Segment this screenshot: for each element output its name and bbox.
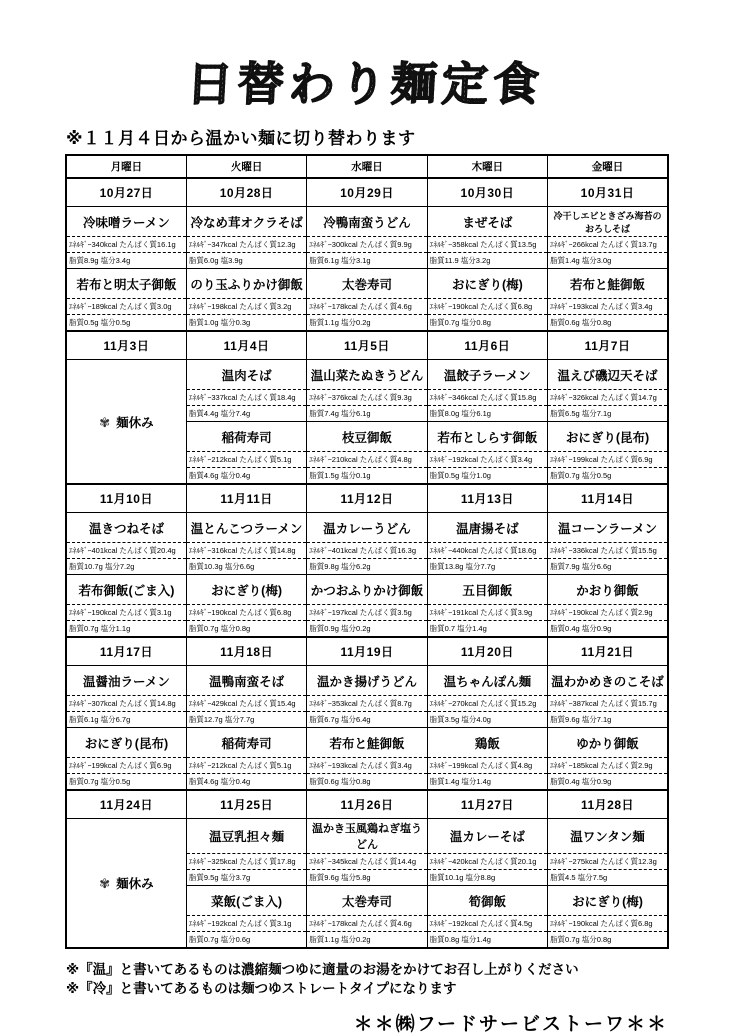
dish-name: 枝豆御飯 bbox=[307, 422, 427, 452]
dish-name: 冷味噌ラーメン bbox=[66, 207, 186, 237]
nutrition-line: ｴﾈﾙｷﾞｰ197kcal たんぱく質3.5g bbox=[307, 605, 427, 621]
nutrition-line: ｴﾈﾙｷﾞｰ429kcal たんぱく質15.4g bbox=[186, 696, 306, 712]
menu-table-body bbox=[66, 178, 668, 948]
dish-name: おにぎり(梅) bbox=[186, 575, 306, 605]
nutrition-line: ｴﾈﾙｷﾞｰ193kcal たんぱく質3.4g bbox=[307, 758, 427, 774]
nutrition-line: 脂質1.1g 塩分0.2g bbox=[307, 315, 427, 332]
dish-name: 温かき玉風鶏ねぎ塩うどん bbox=[307, 819, 427, 854]
day-header-monday: 月曜日 bbox=[66, 155, 186, 178]
nutrition-line: ｴﾈﾙｷﾞｰ300kcal たんぱく質9.9g bbox=[307, 237, 427, 253]
nutrition-line: 脂質4.6g 塩分0.4g bbox=[186, 774, 306, 791]
dish-row bbox=[66, 666, 668, 696]
date-cell: 11月14日 bbox=[548, 484, 668, 513]
menu-table bbox=[65, 154, 669, 949]
dish-row bbox=[66, 819, 668, 854]
nutrition-line: ｴﾈﾙｷﾞｰ193kcal たんぱく質3.4g bbox=[548, 299, 668, 315]
dish-name: 温とんこつラーメン bbox=[186, 513, 306, 543]
nutrition-line: 脂質1.4g 塩分3.0g bbox=[548, 253, 668, 269]
date-cell: 11月19日 bbox=[307, 637, 427, 666]
nutrition-line: 脂質0.6g 塩分0.8g bbox=[307, 774, 427, 791]
nutrition-line: ｴﾈﾙｷﾞｰ340kcal たんぱく質16.1g bbox=[66, 237, 186, 253]
nutrition-row bbox=[66, 696, 668, 712]
date-cell: 11月24日 bbox=[66, 790, 186, 819]
dish-name: 五目御飯 bbox=[427, 575, 547, 605]
nutrition-line: 脂質8.0g 塩分6.1g bbox=[427, 406, 547, 422]
dish-name: 温山菜たぬきうどん bbox=[307, 360, 427, 390]
date-cell: 11月25日 bbox=[186, 790, 306, 819]
nutrition-line: 脂質12.7g 塩分7.7g bbox=[186, 712, 306, 728]
dish-name: 若布と鮭御飯 bbox=[307, 728, 427, 758]
dish-name: 若布御飯(ごま入) bbox=[66, 575, 186, 605]
flower-icon: ✾ bbox=[99, 876, 111, 891]
rest-label: 麺休み bbox=[116, 415, 154, 430]
nutrition-line: 脂質9.6g 塩分5.8g bbox=[307, 870, 427, 886]
nutrition-line: 脂質10.7g 塩分7.2g bbox=[66, 559, 186, 575]
nutrition-row bbox=[66, 253, 668, 269]
nutrition-line: ｴﾈﾙｷﾞｰ178kcal たんぱく質4.6g bbox=[307, 299, 427, 315]
nutrition-row bbox=[66, 299, 668, 315]
nutrition-row bbox=[66, 621, 668, 638]
date-row bbox=[66, 331, 668, 360]
dish-name: 若布と鮭御飯 bbox=[548, 269, 668, 299]
nutrition-line: 脂質3.5g 塩分4.0g bbox=[427, 712, 547, 728]
nutrition-line: ｴﾈﾙｷﾞｰ347kcal たんぱく質12.3g bbox=[186, 237, 306, 253]
footnotes bbox=[66, 961, 730, 999]
nutrition-line: ｴﾈﾙｷﾞｰ178kcal たんぱく質4.6g bbox=[307, 916, 427, 932]
nutrition-line: 脂質9.5g 塩分3.7g bbox=[186, 870, 306, 886]
nutrition-line: ｴﾈﾙｷﾞｰ401kcal たんぱく質20.4g bbox=[66, 543, 186, 559]
dish-name: ゆかり御飯 bbox=[548, 728, 668, 758]
day-header-thursday: 木曜日 bbox=[427, 155, 547, 178]
nutrition-line: 脂質0.8g 塩分1.4g bbox=[427, 932, 547, 949]
dish-name: 筍御飯 bbox=[427, 886, 547, 916]
footnote-hot: ※『温』と書いてあるものは濃縮麺つゆに適量のお湯をかけてお召し上がりください bbox=[66, 962, 579, 977]
nutrition-line: 脂質4.5 塩分7.5g bbox=[548, 870, 668, 886]
nutrition-line: 脂質0.4g 塩分0.9g bbox=[548, 621, 668, 638]
date-row bbox=[66, 178, 668, 207]
dish-name: 温カレーうどん bbox=[307, 513, 427, 543]
nutrition-line: ｴﾈﾙｷﾞｰ191kcal たんぱく質3.9g bbox=[427, 605, 547, 621]
company-name: ＊＊㈱フードサービストーワ＊＊ bbox=[353, 1013, 668, 1035]
nutrition-line: ｴﾈﾙｷﾞｰ210kcal たんぱく質4.8g bbox=[307, 452, 427, 468]
nutrition-line: ｴﾈﾙｷﾞｰ212kcal たんぱく質5.1g bbox=[186, 758, 306, 774]
date-cell: 11月18日 bbox=[186, 637, 306, 666]
dish-name: 鶏飯 bbox=[427, 728, 547, 758]
date-cell: 11月26日 bbox=[307, 790, 427, 819]
nutrition-line: 脂質0.6g 塩分0.8g bbox=[548, 315, 668, 332]
switch-notice: ※１１月４日から温かい麺に切り替わります bbox=[66, 129, 416, 148]
nutrition-line: 脂質0.5g 塩分1.0g bbox=[427, 468, 547, 485]
nutrition-line: 脂質0.7g 塩分0.8g bbox=[548, 932, 668, 949]
date-cell: 10月29日 bbox=[307, 178, 427, 207]
day-header-row bbox=[66, 155, 668, 178]
date-cell: 11月4日 bbox=[186, 331, 306, 360]
nutrition-line: ｴﾈﾙｷﾞｰ337kcal たんぱく質18.4g bbox=[186, 390, 306, 406]
nutrition-line: ｴﾈﾙｷﾞｰ440kcal たんぱく質18.6g bbox=[427, 543, 547, 559]
date-cell: 11月10日 bbox=[66, 484, 186, 513]
nutrition-line: 脂質0.9g 塩分0.2g bbox=[307, 621, 427, 638]
date-row bbox=[66, 790, 668, 819]
date-cell: 10月28日 bbox=[186, 178, 306, 207]
nutrition-line: 脂質0.7g 塩分0.8g bbox=[186, 621, 306, 638]
page-title: 日替わり麺定食 bbox=[185, 48, 545, 114]
day-header-tuesday: 火曜日 bbox=[186, 155, 306, 178]
nutrition-line: 脂質0.7g 塩分0.6g bbox=[186, 932, 306, 949]
nutrition-line: ｴﾈﾙｷﾞｰ190kcal たんぱく質2.9g bbox=[548, 605, 668, 621]
nutrition-row bbox=[66, 605, 668, 621]
dish-name: 太巻寿司 bbox=[307, 886, 427, 916]
dish-name: 稲荷寿司 bbox=[186, 728, 306, 758]
nutrition-row bbox=[66, 758, 668, 774]
dish-name: 若布としらす御飯 bbox=[427, 422, 547, 452]
nutrition-line: ｴﾈﾙｷﾞｰ266kcal たんぱく質13.7g bbox=[548, 237, 668, 253]
dish-name: かおり御飯 bbox=[548, 575, 668, 605]
date-cell: 10月27日 bbox=[66, 178, 186, 207]
nutrition-line: ｴﾈﾙｷﾞｰ387kcal たんぱく質15.7g bbox=[548, 696, 668, 712]
nutrition-row bbox=[66, 712, 668, 728]
dish-name: 冷鴨南蛮うどん bbox=[307, 207, 427, 237]
nutrition-line: ｴﾈﾙｷﾞｰ307kcal たんぱく質14.8g bbox=[66, 696, 186, 712]
dish-row bbox=[66, 575, 668, 605]
dish-name: 温カレーそば bbox=[427, 819, 547, 854]
nutrition-line: 脂質1.0g 塩分0.3g bbox=[186, 315, 306, 332]
nutrition-row bbox=[66, 559, 668, 575]
date-cell: 11月7日 bbox=[548, 331, 668, 360]
rest-cell bbox=[66, 360, 186, 485]
date-row bbox=[66, 484, 668, 513]
dish-name: おにぎり(梅) bbox=[427, 269, 547, 299]
dish-name: 菜飯(ごま入) bbox=[186, 886, 306, 916]
nutrition-line: ｴﾈﾙｷﾞｰ212kcal たんぱく質5.1g bbox=[186, 452, 306, 468]
dish-name: 冷干しエビときざみ海苔のおろしそば bbox=[548, 207, 668, 237]
nutrition-line: 脂質4.6g 塩分0.4g bbox=[186, 468, 306, 485]
dish-name: のり玉ふりかけ御飯 bbox=[186, 269, 306, 299]
nutrition-line: 脂質0.7g 塩分0.5g bbox=[548, 468, 668, 485]
nutrition-line: ｴﾈﾙｷﾞｰ199kcal たんぱく質6.9g bbox=[66, 758, 186, 774]
date-cell: 10月31日 bbox=[548, 178, 668, 207]
nutrition-row bbox=[66, 543, 668, 559]
nutrition-line: 脂質10.3g 塩分6.6g bbox=[186, 559, 306, 575]
nutrition-line: 脂質1.1g 塩分0.2g bbox=[307, 932, 427, 949]
nutrition-line: 脂質6.5g 塩分7.1g bbox=[548, 406, 668, 422]
dish-name: 温鴨南蛮そば bbox=[186, 666, 306, 696]
nutrition-line: ｴﾈﾙｷﾞｰ198kcal たんぱく質3.2g bbox=[186, 299, 306, 315]
title-wrap bbox=[0, 0, 730, 114]
footnote-cold: ※『冷』と書いてあるものは麺つゆストレートタイプになります bbox=[66, 980, 457, 996]
nutrition-line: 脂質6.0g 塩3.9g bbox=[186, 253, 306, 269]
dish-name: 冷なめ茸オクラそば bbox=[186, 207, 306, 237]
nutrition-line: 脂質9.6g 塩分7.1g bbox=[548, 712, 668, 728]
nutrition-line: 脂質0.7 塩分1.4g bbox=[427, 621, 547, 638]
nutrition-line: ｴﾈﾙｷﾞｰ199kcal たんぱく質6.9g bbox=[548, 452, 668, 468]
dish-name: 温醤油ラーメン bbox=[66, 666, 186, 696]
date-cell: 11月28日 bbox=[548, 790, 668, 819]
nutrition-line: ｴﾈﾙｷﾞｰ189kcal たんぱく質3.0g bbox=[66, 299, 186, 315]
date-cell: 11月5日 bbox=[307, 331, 427, 360]
nutrition-line: 脂質11.9 塩分3.2g bbox=[427, 253, 547, 269]
date-cell: 11月3日 bbox=[66, 331, 186, 360]
dish-row bbox=[66, 513, 668, 543]
date-cell: 11月27日 bbox=[427, 790, 547, 819]
nutrition-line: 脂質7.4g 塩分6.1g bbox=[307, 406, 427, 422]
nutrition-line: ｴﾈﾙｷﾞｰ401kcal たんぱく質16.3g bbox=[307, 543, 427, 559]
nutrition-line: ｴﾈﾙｷﾞｰ190kcal たんぱく質3.1g bbox=[66, 605, 186, 621]
nutrition-line: ｴﾈﾙｷﾞｰ275kcal たんぱく質12.3g bbox=[548, 854, 668, 870]
nutrition-line: ｴﾈﾙｷﾞｰ325kcal たんぱく質17.8g bbox=[186, 854, 306, 870]
dish-name: まぜそば bbox=[427, 207, 547, 237]
nutrition-line: ｴﾈﾙｷﾞｰ190kcal たんぱく質6.8g bbox=[427, 299, 547, 315]
nutrition-line: ｴﾈﾙｷﾞｰ346kcal たんぱく質15.8g bbox=[427, 390, 547, 406]
dish-name: 温肉そば bbox=[186, 360, 306, 390]
dish-name: おにぎり(昆布) bbox=[548, 422, 668, 452]
dish-name: 稲荷寿司 bbox=[186, 422, 306, 452]
nutrition-line: 脂質10.1g 塩分8.8g bbox=[427, 870, 547, 886]
day-header-wednesday: 水曜日 bbox=[307, 155, 427, 178]
dish-name: 温かき揚げうどん bbox=[307, 666, 427, 696]
nutrition-line: ｴﾈﾙｷﾞｰ185kcal たんぱく質2.9g bbox=[548, 758, 668, 774]
nutrition-line: 脂質0.7g 塩分0.5g bbox=[66, 774, 186, 791]
nutrition-line: ｴﾈﾙｷﾞｰ326kcal たんぱく質14.7g bbox=[548, 390, 668, 406]
nutrition-line: ｴﾈﾙｷﾞｰ190kcal たんぱく質6.8g bbox=[186, 605, 306, 621]
nutrition-line: 脂質0.5g 塩分0.5g bbox=[66, 315, 186, 332]
date-cell: 11月17日 bbox=[66, 637, 186, 666]
date-cell: 11月11日 bbox=[186, 484, 306, 513]
dish-row bbox=[66, 360, 668, 390]
date-cell: 10月30日 bbox=[427, 178, 547, 207]
nutrition-line: ｴﾈﾙｷﾞｰ316kcal たんぱく質14.8g bbox=[186, 543, 306, 559]
day-header-friday: 金曜日 bbox=[548, 155, 668, 178]
nutrition-line: 脂質8.9g 塩分3.4g bbox=[66, 253, 186, 269]
nutrition-line: 脂質6.1g 塩分3.1g bbox=[307, 253, 427, 269]
nutrition-line: ｴﾈﾙｷﾞｰ345kcal たんぱく質14.4g bbox=[307, 854, 427, 870]
dish-name: 温えび磯辺天そば bbox=[548, 360, 668, 390]
nutrition-line: ｴﾈﾙｷﾞｰ199kcal たんぱく質4.8g bbox=[427, 758, 547, 774]
nutrition-line: 脂質7.9g 塩分6.6g bbox=[548, 559, 668, 575]
nutrition-row bbox=[66, 237, 668, 253]
date-cell: 11月12日 bbox=[307, 484, 427, 513]
nutrition-line: 脂質6.1g 塩分6.7g bbox=[66, 712, 186, 728]
rest-cell bbox=[66, 819, 186, 949]
date-cell: 11月13日 bbox=[427, 484, 547, 513]
dish-name: 温きつねそば bbox=[66, 513, 186, 543]
dish-row bbox=[66, 728, 668, 758]
nutrition-line: ｴﾈﾙｷﾞｰ270kcal たんぱく質15.2g bbox=[427, 696, 547, 712]
dish-name: 太巻寿司 bbox=[307, 269, 427, 299]
nutrition-line: ｴﾈﾙｷﾞｰ336kcal たんぱく質15.5g bbox=[548, 543, 668, 559]
dish-name: 温ちゃんぽん麺 bbox=[427, 666, 547, 696]
nutrition-line: 脂質0.7g 塩分0.8g bbox=[427, 315, 547, 332]
rest-label: 麺休み bbox=[116, 877, 154, 891]
dish-name: 温ワンタン麺 bbox=[548, 819, 668, 854]
nutrition-line: ｴﾈﾙｷﾞｰ420kcal たんぱく質20.1g bbox=[427, 854, 547, 870]
dish-name: 温唐揚そば bbox=[427, 513, 547, 543]
nutrition-line: ｴﾈﾙｷﾞｰ353kcal たんぱく質8.7g bbox=[307, 696, 427, 712]
nutrition-row bbox=[66, 315, 668, 332]
nutrition-line: 脂質13.8g 塩分7.7g bbox=[427, 559, 547, 575]
dish-row bbox=[66, 207, 668, 237]
date-cell: 11月6日 bbox=[427, 331, 547, 360]
nutrition-line: ｴﾈﾙｷﾞｰ190kcal たんぱく質6.8g bbox=[548, 916, 668, 932]
dish-name: 温豆乳担々麺 bbox=[186, 819, 306, 854]
flower-icon: ✾ bbox=[99, 414, 111, 430]
nutrition-line: 脂質4.4g 塩分7.4g bbox=[186, 406, 306, 422]
dish-name: 温わかめきのこそば bbox=[548, 666, 668, 696]
nutrition-line: ｴﾈﾙｷﾞｰ376kcal たんぱく質9.3g bbox=[307, 390, 427, 406]
nutrition-line: ｴﾈﾙｷﾞｰ358kcal たんぱく質13.5g bbox=[427, 237, 547, 253]
nutrition-line: 脂質0.4g 塩分0.9g bbox=[548, 774, 668, 791]
dish-name: おにぎり(昆布) bbox=[66, 728, 186, 758]
dish-name: かつおふりかけ御飯 bbox=[307, 575, 427, 605]
dish-name: おにぎり(梅) bbox=[548, 886, 668, 916]
nutrition-line: 脂質6.7g 塩分6.4g bbox=[307, 712, 427, 728]
nutrition-line: 脂質1.5g 塩分0.1g bbox=[307, 468, 427, 485]
dish-name: 温餃子ラーメン bbox=[427, 360, 547, 390]
dish-name: 温コーンラーメン bbox=[548, 513, 668, 543]
date-cell: 11月20日 bbox=[427, 637, 547, 666]
nutrition-row bbox=[66, 774, 668, 791]
nutrition-line: ｴﾈﾙｷﾞｰ192kcal たんぱく質3.4g bbox=[427, 452, 547, 468]
nutrition-line: ｴﾈﾙｷﾞｰ192kcal たんぱく質4.5g bbox=[427, 916, 547, 932]
nutrition-line: 脂質0.7g 塩分1.1g bbox=[66, 621, 186, 638]
nutrition-line: 脂質1.4g 塩分1.4g bbox=[427, 774, 547, 791]
date-row bbox=[66, 637, 668, 666]
dish-name: 若布と明太子御飯 bbox=[66, 269, 186, 299]
date-cell: 11月21日 bbox=[548, 637, 668, 666]
nutrition-line: 脂質9.8g 塩分6.2g bbox=[307, 559, 427, 575]
dish-row bbox=[66, 269, 668, 299]
nutrition-line: ｴﾈﾙｷﾞｰ192kcal たんぱく質3.1g bbox=[186, 916, 306, 932]
